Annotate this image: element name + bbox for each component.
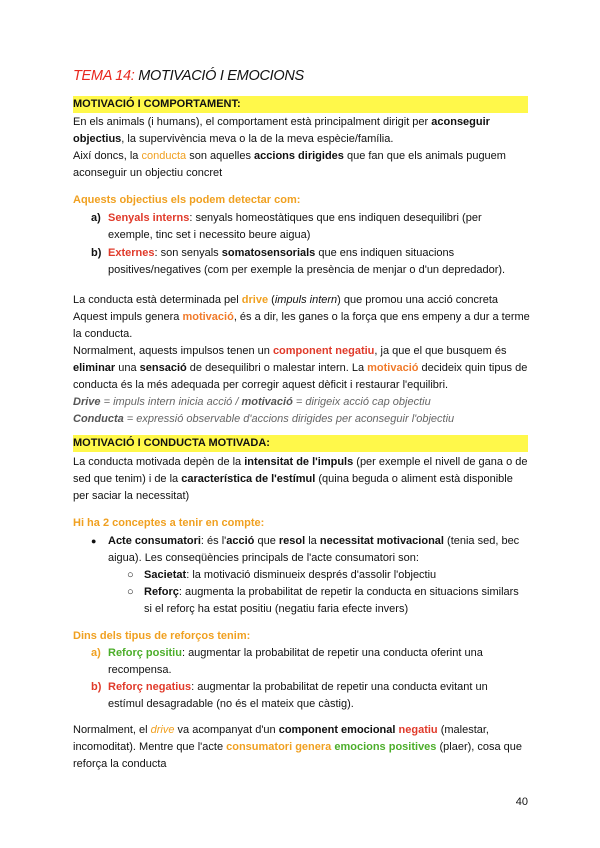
- text-line: eliminar una sensació de desequilibri o malestar intern. La motivació decideix quin tipus de: [73, 362, 528, 374]
- list-item: Reforç negatius: augmentar la probabilitat de repetir una conducta evitant un: [108, 681, 488, 693]
- text-line: aconseguir un objectiu concret: [73, 167, 223, 179]
- subheading: Hi ha 2 conceptes a tenir en compte:: [73, 517, 265, 529]
- list-item-cont: exemple, tinc set i necessito beure aigua): [108, 229, 311, 241]
- list-marker: a): [91, 647, 101, 659]
- list-item-cont: estímul desagradable (no és el mateix que càstig).: [108, 698, 354, 710]
- text-line: Així doncs, la conducta son aquelles accions dirigides que fan que els animals puguem: [73, 150, 506, 162]
- section-heading-comportament: MOTIVACIÓ I COMPORTAMENT:: [73, 96, 528, 113]
- subheading: Dins dels tipus de reforços tenim:: [73, 630, 251, 642]
- title-text: MOTIVACIÓ I EMOCIONS: [134, 68, 304, 84]
- text-line: conducta és la més adequada per corregir aquest dèficit i restaurar l'equilibri.: [73, 379, 449, 391]
- list-item: Acte consumatori: és l'acció que resol la necessitat motivacional (tenia sed, bec: [108, 535, 520, 547]
- list-item: Reforç positiu: augmentar la probabilitat de repetir una conducta oferint una: [108, 647, 483, 659]
- list-item: Reforç: augmenta la probabilitat de repetir la conducta en situacions similars: [144, 586, 519, 598]
- text-line: reforça la conducta: [73, 758, 167, 770]
- text-line: Aquest impuls genera motivació, és a dir, les ganes o la força que ens empeny a dur a terme: [73, 311, 530, 323]
- list-item: Externes: son senyals somatosensorials que ens indiquen situacions: [108, 247, 455, 259]
- text-line: objectius, la supervivència meva o la de la meva espècie/família.: [73, 133, 394, 145]
- text-line: sed que tenim) i de la característica de l'estímul (quina beguda o aliment està disponible: [73, 473, 513, 485]
- subheading: Aquests objectius els podem detectar com:: [73, 194, 301, 206]
- text-line: incomoditat). Mentre que l'acte consumatori genera emocions positives (plaer), cosa que: [73, 741, 523, 753]
- list-item: Sacietat: la motivació disminueix després d'assolir l'objectiu: [144, 569, 437, 581]
- list-item: Senyals interns: senyals homeostàtiques que ens indiquen desequilibri (per: [108, 212, 482, 224]
- text-line: per saciar la necessitat): [73, 490, 190, 502]
- list-marker: b): [91, 247, 102, 259]
- text-line: Normalment, el drive va acompanyat d'un component emocional negatiu (malestar,: [73, 724, 489, 736]
- text-line: Normalment, aquests impulsos tenen un component negatiu, ja que el que busquem és: [73, 345, 507, 357]
- text-line: la conducta.: [73, 328, 133, 340]
- list-item-cont: si el reforç ha estat positiu (negatiu faria efecte invers): [144, 603, 409, 615]
- text-line: En els animals (i humans), el comportament està principalment dirigit per aconseguir: [73, 116, 490, 128]
- bullet: ●: [91, 536, 97, 546]
- list-item-cont: recompensa.: [108, 664, 172, 676]
- list-marker: a): [91, 212, 101, 224]
- list-item-cont: aigua). Les conseqüències principals de l'acte consumatori son:: [108, 552, 419, 564]
- text-line: Drive = impuls intern inicia acció / motivació = dirigeix acció cap objectiu: [73, 396, 431, 408]
- text-line: Conducta = expressió observable d'accions dirigides per aconseguir l'objectiu: [73, 413, 455, 425]
- sub-bullet: ○: [127, 569, 134, 581]
- text-line: La conducta està determinada pel drive (impuls intern) que promou una acció concreta: [73, 294, 498, 306]
- title-prefix: TEMA 14:: [73, 68, 135, 84]
- section-heading-conducta-motivada: MOTIVACIÓ I CONDUCTA MOTIVADA:: [73, 435, 528, 452]
- page-title: [73, 68, 304, 84]
- list-item-cont: positives/negatives (com per exemple la presència de menjar o d'un depredador).: [108, 264, 506, 276]
- sub-bullet: ○: [127, 586, 134, 598]
- text-line: La conducta motivada depèn de la intensitat de l'impuls (per exemple el nivell de gana o de: [73, 456, 528, 468]
- list-marker: b): [91, 681, 102, 693]
- page-number: 40: [515, 796, 528, 808]
